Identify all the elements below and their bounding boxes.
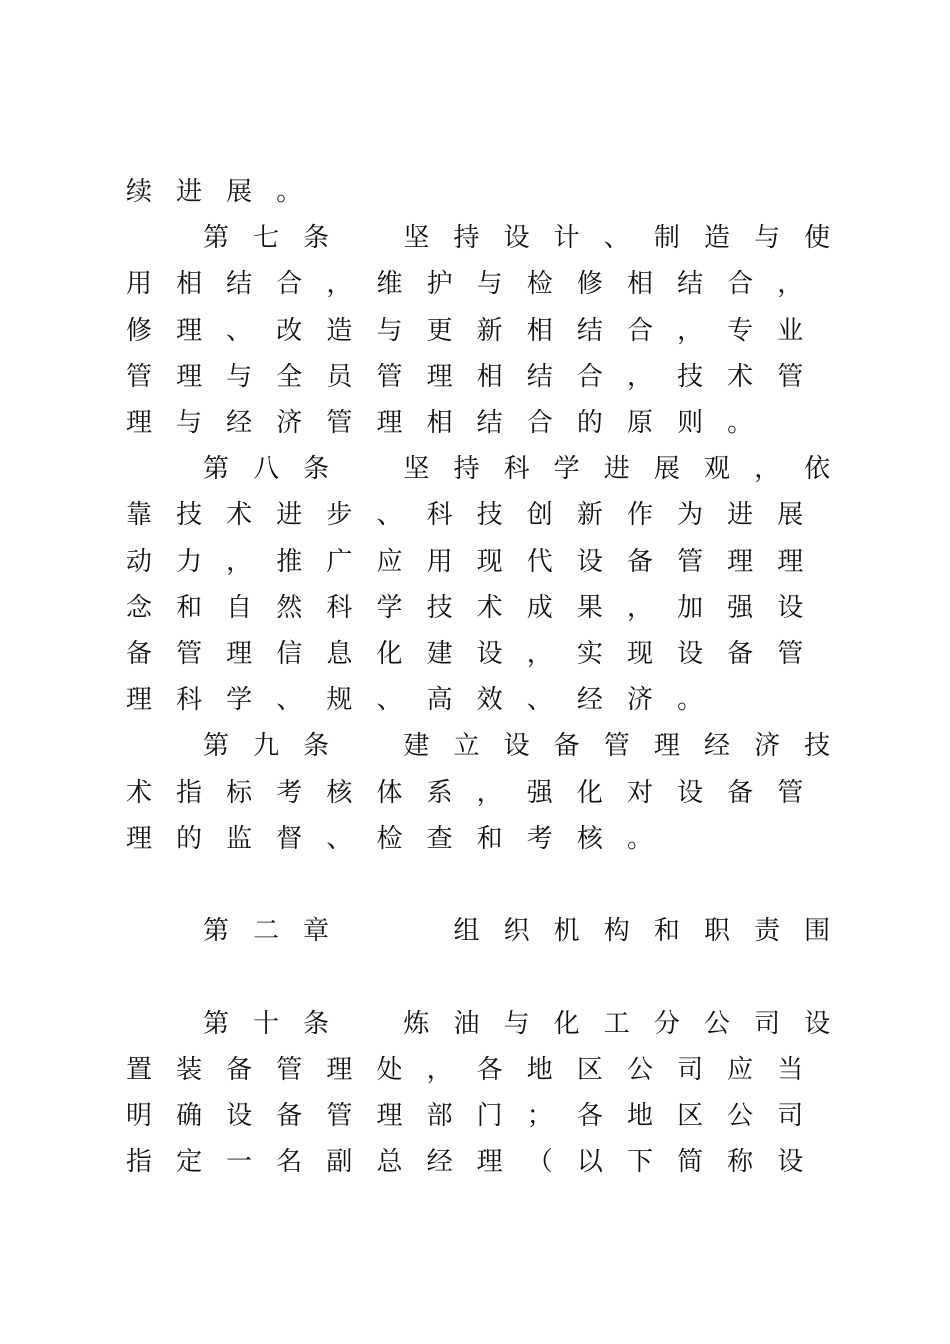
body-line: 靠 技 术 进 步 、 科 技 创 新 作 为 进 展 bbox=[125, 500, 804, 531]
body-line: 理 与 经 济 管 理 相 结 合 的 原 则 。 bbox=[125, 408, 754, 438]
body-line: 念 和 自 然 科 学 技 术 成 果 ， 加 强 设 bbox=[125, 592, 804, 623]
article-first-line: 第 九 条 建 立 设 备 管 理 经 济 技 bbox=[202, 731, 831, 762]
blank-line bbox=[0, 957, 950, 997]
body-line: 修 理 、 改 造 与 更 新 相 结 合 ， 专 业 bbox=[125, 315, 804, 346]
body-line: 理 的 监 督 、 检 查 和 考 核 。 bbox=[125, 823, 653, 854]
chapter-heading: 第 二 章 组 织 机 构 和 职 责 围 bbox=[202, 916, 831, 947]
body-line: 理 科 学 、 规 、 高 效 、 经 济 。 bbox=[125, 685, 704, 716]
body-line: 备 管 理 信 息 化 建 设 ， 实 现 设 备 管 bbox=[125, 639, 804, 669]
body-line: 管 理 与 全 员 管 理 相 结 合 ， 技 术 管 bbox=[125, 361, 804, 392]
body-line: 用 相 结 合 ， 维 护 与 检 修 相 结 合 ， bbox=[125, 269, 804, 300]
body-line: 置 装 备 管 理 处 ， 各 地 区 公 司 应 当 bbox=[125, 1054, 804, 1085]
article-first-line: 第 十 条 炼 油 与 化 工 分 公 司 设 bbox=[202, 1008, 831, 1039]
body-line: 明 确 设 备 管 理 部 门 ； 各 地 区 公 司 bbox=[125, 1101, 804, 1131]
article-first-line: 第 七 条 坚 持 设 计 、 制 造 与 使 bbox=[202, 223, 831, 254]
body-line: 术 指 标 考 核 体 系 ， 强 化 对 设 备 管 bbox=[125, 777, 804, 808]
blank-line bbox=[0, 865, 950, 905]
body-line: 动 力 ， 推 广 应 用 现 代 设 备 管 理 理 bbox=[125, 546, 804, 577]
body-line: 指 定 一 名 副 总 经 理 （ 以 下 简 称 设 bbox=[125, 1147, 804, 1178]
article-first-line: 第 八 条 坚 持 科 学 进 展 观 ， 依 bbox=[202, 454, 831, 485]
body-line: 续 进 展 。 bbox=[125, 177, 303, 207]
